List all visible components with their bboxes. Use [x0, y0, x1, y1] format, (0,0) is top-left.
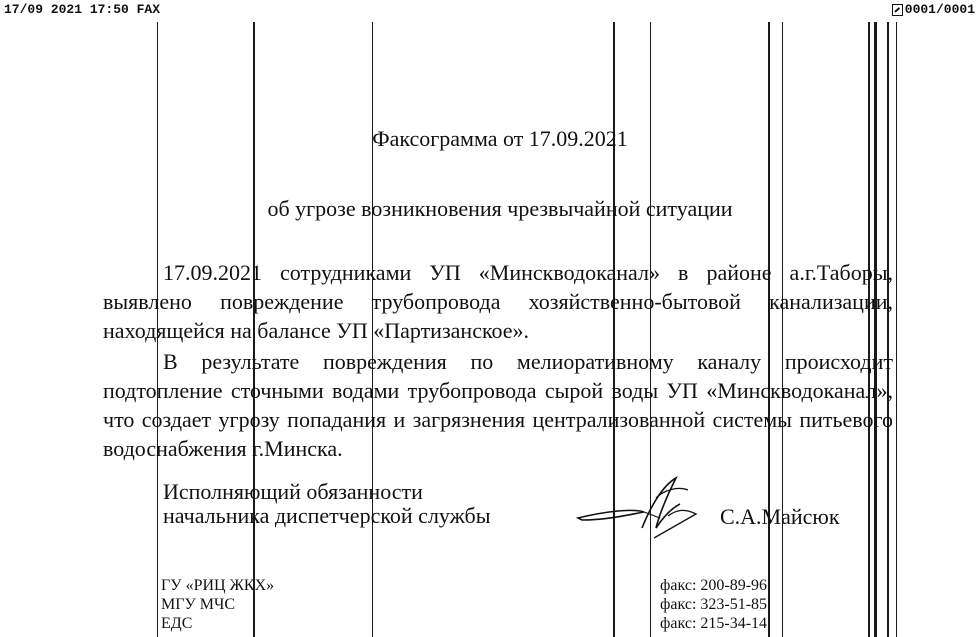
fax-page-counter: 0001/0001 [904, 2, 975, 17]
signatory-position [163, 480, 491, 528]
fax-page-counter-group [892, 2, 975, 17]
fax-page-icon [892, 4, 903, 16]
document-subtitle: об угрозе возникновения чрезвычайной ситуации [267, 196, 733, 221]
fax-header [4, 2, 975, 18]
recipient-name: МГУ МЧС [161, 596, 236, 613]
body-paragraph: 17.09.2021 сотрудниками УП «Минскводоканал» в районе а.г.Таборы, выявлено повреждение трубопровода хозяйственно-бытовой канализации, находящейся на балансе УП «Партизанское». [103, 260, 893, 343]
recipient-list [161, 576, 274, 633]
document-body [103, 258, 893, 463]
recipient-fax-list [660, 576, 767, 633]
signatory-name: С.А.Майсюк [720, 504, 840, 529]
scan-streak [896, 22, 897, 637]
body-paragraph: В результате повреждения по мелиоративному каналу происходит подтопление сточными водами трубопровода сырой воды УП «Минскводоканал», что создает угрозу попадания и загрязнения централизованной системы питьевого водоснабжения г.Минска. [103, 349, 893, 461]
recipient-fax: факс: 323-51-85 [660, 596, 768, 613]
fax-datetime: 17/09 2021 17:50 FAX [4, 2, 161, 17]
recipient-name: ЕДС [161, 615, 193, 632]
handwritten-signature [572, 468, 702, 548]
signatory-position-line: начальника диспетчерской службы [163, 503, 491, 528]
document-title: Факсограмма от 17.09.2021 [372, 126, 628, 151]
signatory-position-line: Исполняющий обязанности [163, 479, 423, 504]
recipient-fax: факс: 200-89-96 [660, 577, 768, 594]
recipient-name: ГУ «РИЦ ЖКХ» [161, 577, 275, 594]
recipient-fax: факс: 215-34-14 [660, 615, 768, 632]
